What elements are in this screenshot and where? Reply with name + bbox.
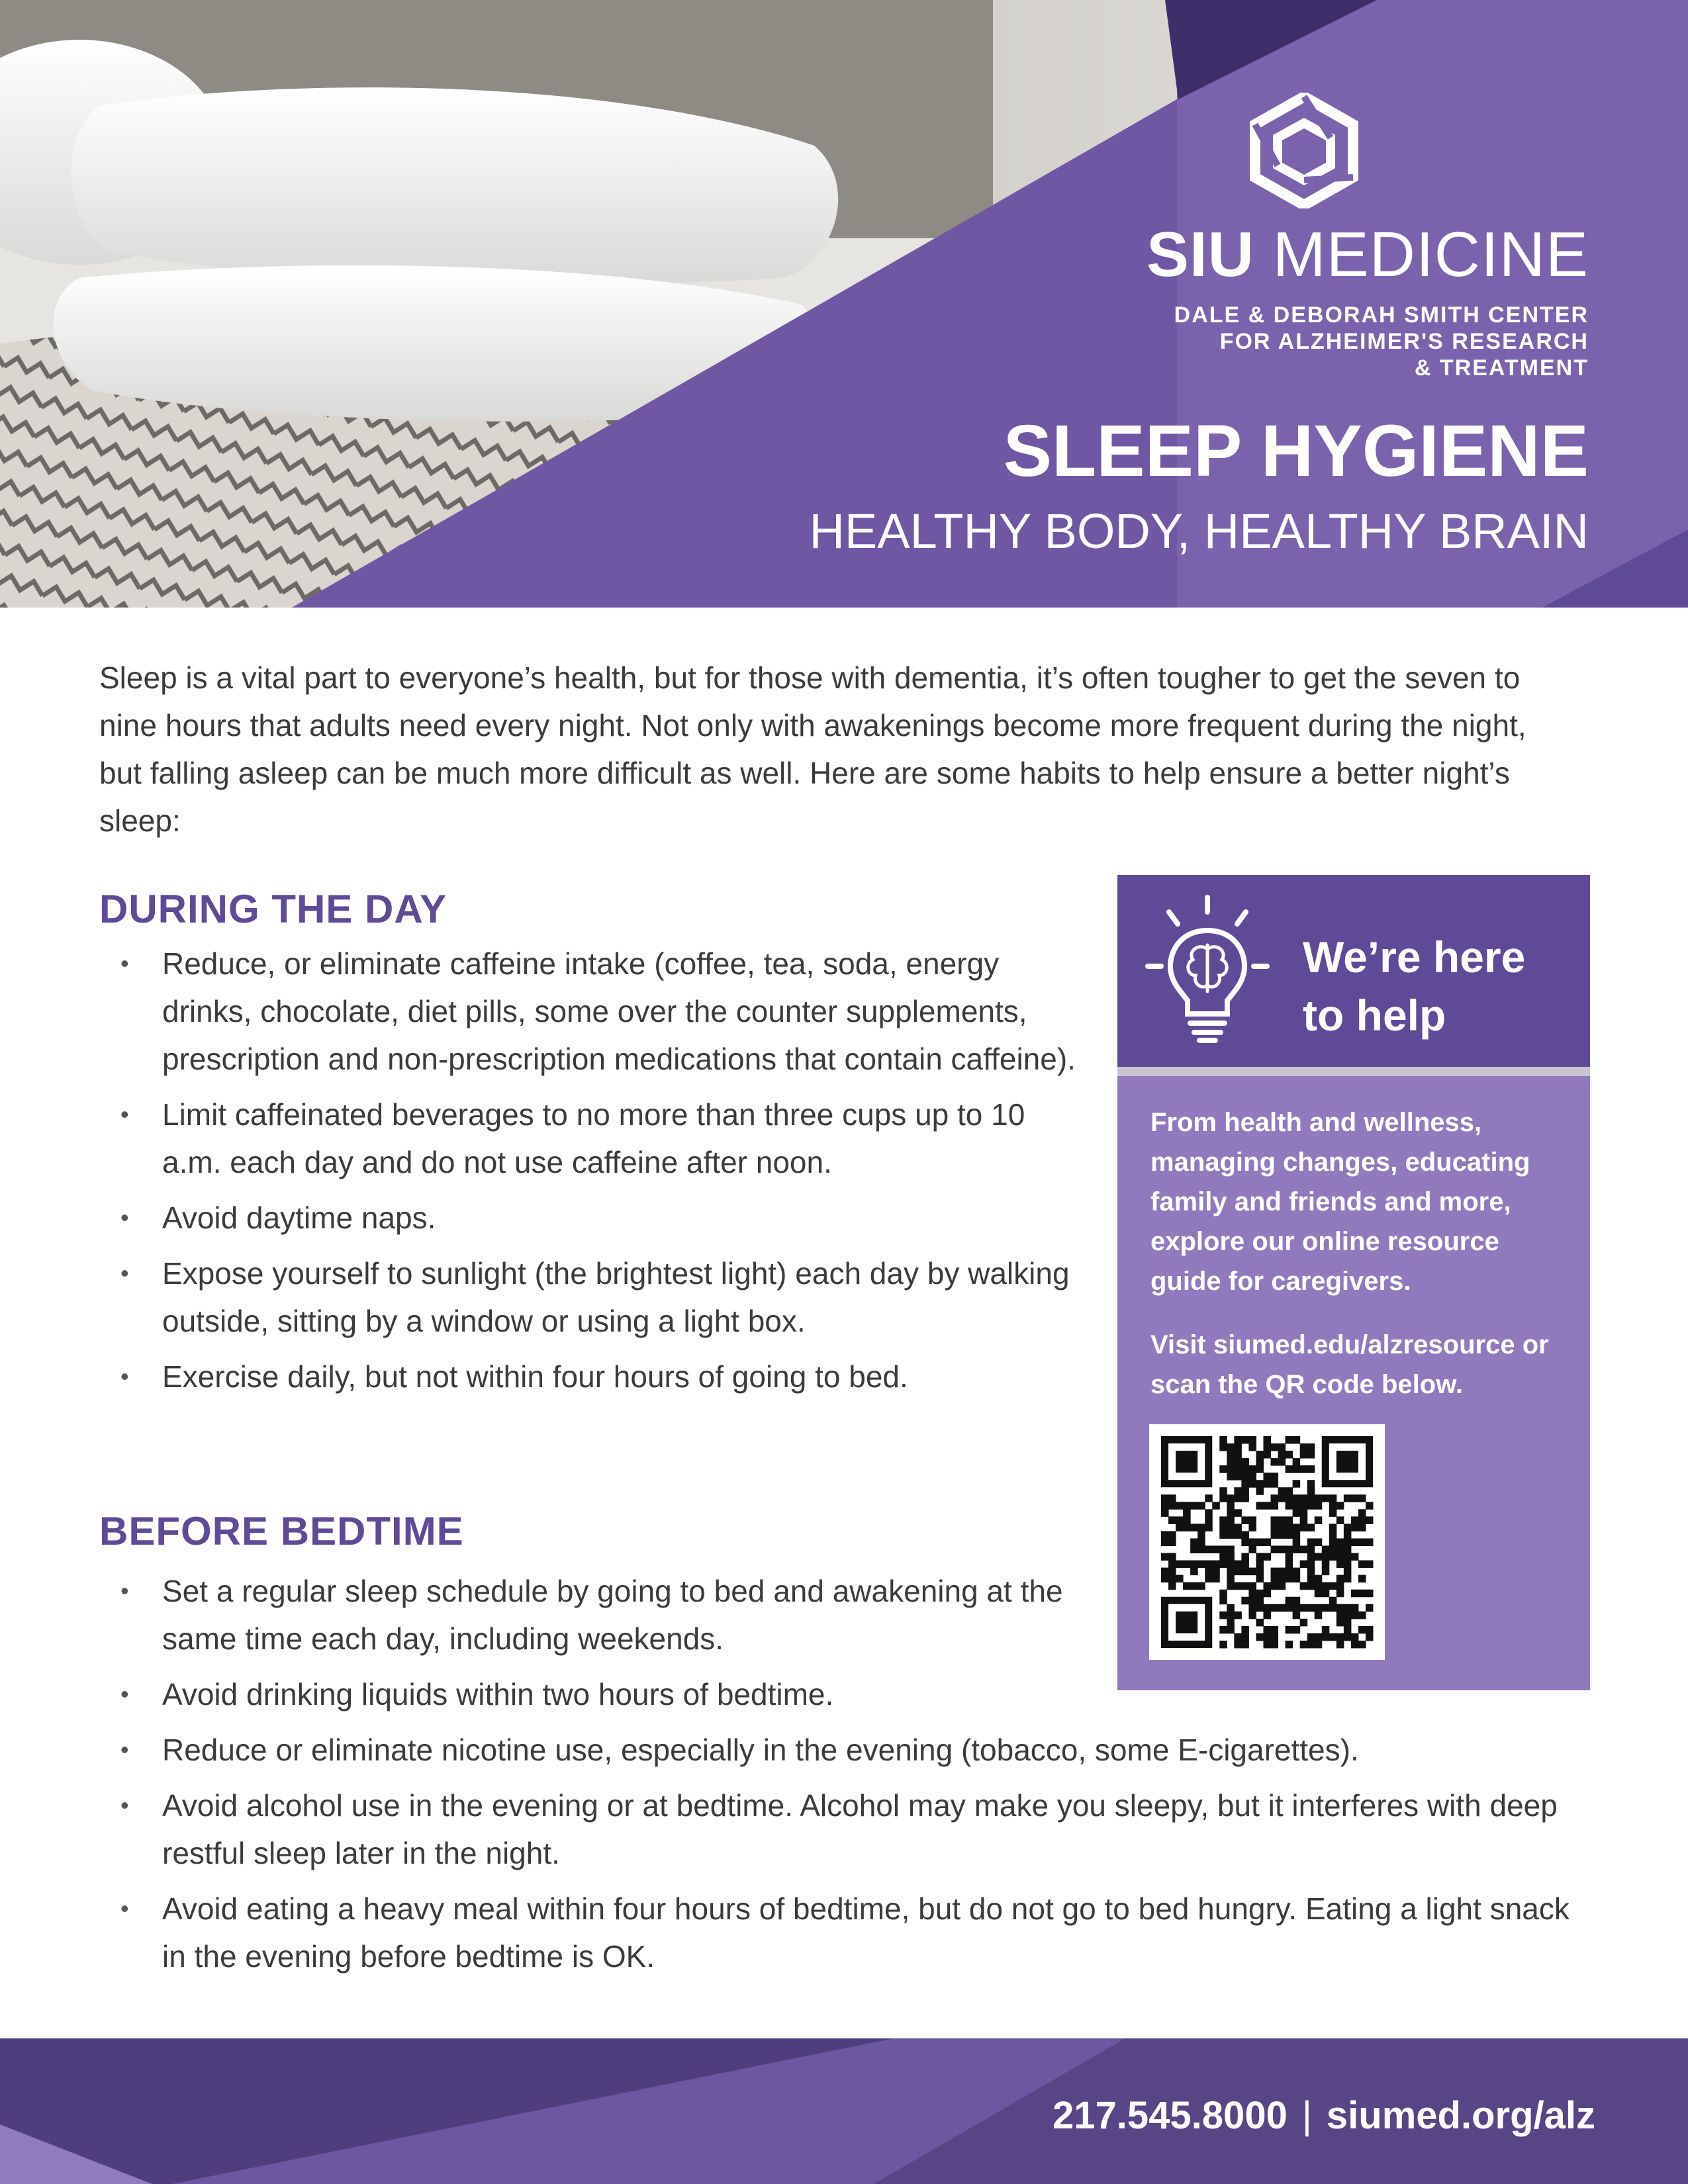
list-item: • Avoid drinking liquids within two hours of bedtime. bbox=[99, 1670, 1589, 1718]
footer-separator: | bbox=[1301, 2094, 1312, 2137]
intro-paragraph: Sleep is a vital part to everyone’s health, but for those with dementia, it’s often tougher to get the seven to nine hours that adults need every night. Not only with awakenings become more frequent during the night, but falling asleep can be much more difficult as well. Here are some habits to help ensure a better night’s sleep: bbox=[99, 660, 1526, 838]
page-subtitle: HEALTHY BODY, HEALTHY BRAIN bbox=[809, 504, 1589, 559]
list-item: • Reduce, or eliminate caffeine intake (coffee, tea, soda, energy drinks, chocolate, diet pills, some over the counter supplements, prescription and non-prescription medications that contain caffeine). bbox=[99, 940, 1079, 1083]
page-title: SLEEP HYGIENE bbox=[1003, 410, 1589, 492]
brand-name-light: MEDICINE bbox=[1272, 219, 1589, 290]
during-day-list bbox=[99, 940, 1079, 1408]
brand-subtitle bbox=[1147, 302, 1589, 381]
header-banner bbox=[0, 0, 1688, 608]
help-description: From health and wellness, managing changes, educating family and friends and more, explore our online resource guide for caregivers. bbox=[1150, 1108, 1530, 1296]
list-item: • Avoid eating a heavy meal within four hours of bedtime, but do not go to bed hungry. Eating a light snack in the evening before bedtime is OK. bbox=[99, 1885, 1589, 1980]
footer-banner bbox=[0, 2038, 1688, 2184]
list-item: • Avoid daytime naps. bbox=[99, 1194, 1079, 1242]
list-item: • Expose yourself to sunlight (the brightest light) each day by walking outside, sitting by a window or using a light box. bbox=[99, 1250, 1079, 1345]
help-title bbox=[1303, 928, 1525, 1044]
list-item: • Exercise daily, but not within four hours of going to bed. bbox=[99, 1353, 1079, 1400]
section-heading-during-day: DURING THE DAY bbox=[99, 887, 447, 931]
help-title-line: to help bbox=[1303, 991, 1446, 1040]
help-visit-text: Visit siumed.edu/alzresource or scan the QR code below. bbox=[1150, 1330, 1549, 1399]
qr-code-graphic bbox=[1149, 1424, 1385, 1660]
lightbulb-brain-icon bbox=[1141, 892, 1274, 1051]
help-title-line: We’re here bbox=[1303, 933, 1526, 981]
section-heading-before-bedtime: BEFORE BEDTIME bbox=[99, 1509, 464, 1553]
qr-code[interactable] bbox=[1149, 1424, 1385, 1660]
footer-contact bbox=[1053, 2093, 1595, 2139]
brand-name-bold: SIU bbox=[1146, 219, 1254, 290]
list-item: • Set a regular sleep schedule by going to bed and awakening at the same time each day, including weekends. bbox=[99, 1567, 1089, 1662]
footer-phone[interactable]: 217.545.8000 bbox=[1053, 2094, 1288, 2137]
brand-sub-line: FOR ALZHEIMER'S RESEARCH bbox=[1219, 329, 1589, 354]
footer-url[interactable]: siumed.org/alz bbox=[1326, 2094, 1595, 2137]
brand-sub-line: & TREATMENT bbox=[1414, 355, 1589, 381]
brand-block bbox=[1147, 218, 1589, 381]
help-card bbox=[1117, 875, 1590, 1690]
brand-sub-line: DALE & DEBORAH SMITH CENTER bbox=[1174, 302, 1589, 328]
help-card-divider bbox=[1117, 1067, 1590, 1076]
list-item: • Reduce or eliminate nicotine use, especially in the evening (tobacco, some E-cigarettes). bbox=[99, 1726, 1589, 1774]
list-item: • Limit caffeinated beverages to no more than three cups up to 10 a.m. each day and do not use caffeine after noon. bbox=[99, 1091, 1079, 1186]
list-item: • Avoid alcohol use in the evening or at bedtime. Alcohol may make you sleepy, but it interferes with deep restful sleep later in the night. bbox=[99, 1782, 1589, 1877]
siu-hexagon-logo-icon bbox=[1244, 93, 1364, 208]
brand-name bbox=[1147, 218, 1589, 291]
